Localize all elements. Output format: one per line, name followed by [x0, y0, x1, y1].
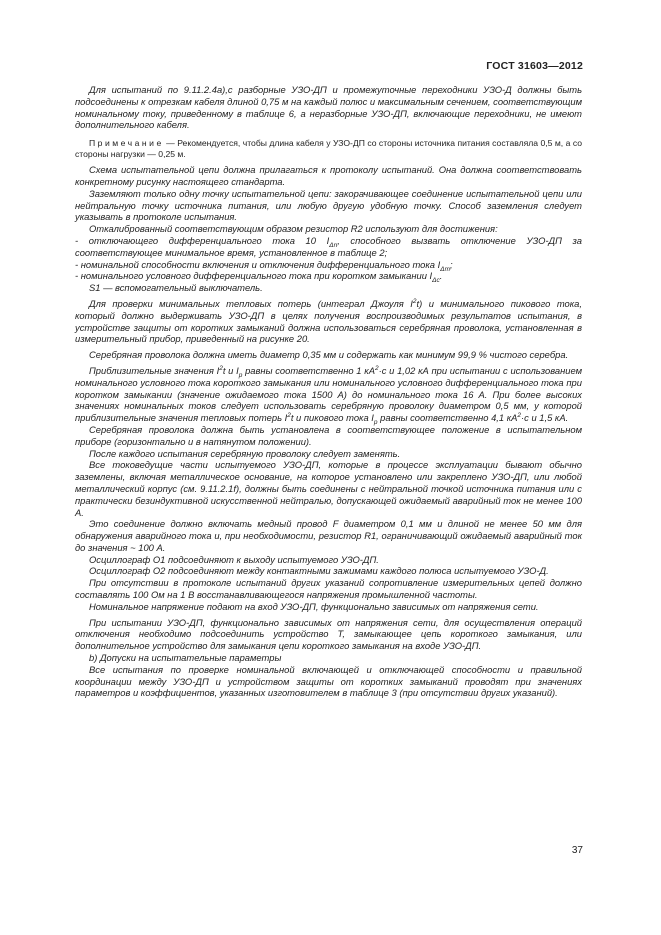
paragraph-tolerances: Все испытания по проверке номинальной включающей и отключающей способности и правильной координации между УЗО-ДП и устройством защиты от коротких замыканий проводят при значениях параметров и коэффициентов, указанных изготовителем в таблице 3 (при отсутствии других указаний).: [75, 663, 582, 699]
paragraph-resistor-r2: Откалиброванный соответствующим образом резистор R2 используют для достижения:: [89, 223, 498, 235]
paragraph-joule-integral: Для проверки минимальных тепловых потерь (интеграл Джоуля $I^2t$) и минимального пикового тока, который должно выдерживать УЗО-ДП в целях получения воспроизводимых результатов испытания, в устройстве защиты от коротких замыканий должна использоваться серебряная проволока, установленная в измерительный прибор, приведенный на рисунке 20.: [75, 297, 582, 345]
paragraph-silver-wire: Серебряная проволока должна иметь диаметр 0,35 мм и содержать как минимум 99,9 % чистого серебра.: [89, 349, 569, 361]
paragraph-copper-wire: Это соединение должно включать медный провод F диаметром 0,1 мм и длиной не менее 50 мм для обнаружения аварийного тока и, при необходимости, резистор R1, ограничивающий ожидаемый аварийный ток до значения ~ 100 А.: [75, 518, 582, 553]
paragraph-device-t: При испытании УЗО-ДП, функционально зависимых от напряжения сети, для осуществления операций отключения необходимо подсоединить устройство Т, замыкающее цепь короткого замыкания, или дополнительное устройство для замыкания цепи короткого замыкания на входе УЗО-ДП.: [75, 616, 582, 652]
paragraph-grounding: Заземляют только одну точку испытательной цепи: закорачивающее соединение испытательной цепи или нейтральную точку источника питания, или любую другую удобную точку. Способ заземления следует указывать в протоколе испытания.: [75, 187, 582, 223]
list-item: - отключающего дифференциального тока 10 $I_{\Delta n}$, способного вызвать отключение УЗО-ДП за соответствующее минимальное время, установленное в таблице 2;: [75, 234, 582, 258]
standard-header: ГОСТ 31603—2012: [486, 60, 583, 72]
document-body: [75, 84, 582, 699]
page-number: 37: [571, 845, 583, 856]
paragraph-live-parts: Все токоведущие части испытуемого УЗО-ДП, которые в процессе эксплуатации бывают обычно заземлены, включая металлическое основание, на которое установлено или закреплено УЗО-ДП, или любой металлический корпус (см. 9.11.2.1f), должны быть соединены с нейтральной точкой источника питания или с практически безиндуктивной искусственной нейтралью, допускающей ожидаемый аварийный ток не менее 100 А.: [75, 459, 582, 518]
list-item: - номинальной способности включения и отключения дифференциального тока $I_{\Delta m}$;: [75, 258, 453, 273]
paragraph-cable-lengths: Для испытаний по 9.11.2.4а),с разборные УЗО-ДП и промежуточные переходники УЗО-Д должны быть подсоединены к отрезкам кабеля длиной 0,75 м на каждый полюс и максимальным сечением, соответствующим номинальному току, приведенному в таблице 6, а неразборные УЗО-ДП, включающие переходники, не имеют дополнительного кабеля.: [75, 84, 582, 131]
note-paragraph: [75, 138, 582, 160]
paragraph-s1: S1 — вспомогательный выключатель.: [89, 282, 263, 294]
paragraph-measuring-circuits: При отсутствии в протоколе испытаний других указаний сопротивление измерительных цепей должно составлять 100 Ом на 1 В восстанавливающегося напряжения промышленной частоты.: [75, 577, 582, 601]
paragraph-approx-values: Приблизительные значения $I^2t$ и $I_p$ равны соответственно 1 $кА^2\cdot с$ и 1,02 кА при испытании с использованием номинального условного тока короткого замыкания или номинального условного дифференциального тока при коротком замыкании (значение ожидаемого тока 1500 А) до номинального тока 16 А. При более высоких значениях номинальных токов следует использовать серебряную проволоку диаметром 0,5 мм, у которой приблизительные значения тепловых потерь $I^2t$ и пикового тока $I_p$ равны соответственно 4,1 $кА^2\cdot с$ и 1,5 кА.: [75, 364, 583, 426]
paragraph-oscilloscope-1: Осциллограф О1 подсоединяют к выходу испытуемого УЗО-ДП.: [89, 553, 379, 565]
note-text: — Рекомендуется, чтобы длина кабеля у УЗО-ДП со стороны источника питания составляла 0,5 м, а со стороны нагрузки — 0,25 м.: [75, 138, 582, 160]
paragraph-wire-replace: После каждого испытания серебряную проволоку следует заменять.: [89, 447, 401, 459]
paragraph-tolerances-heading: b) Допуски на испытательные параметры: [89, 652, 282, 664]
paragraph-rated-voltage: Номинальное напряжение подают на вход УЗО-ДП, функционально зависимых от напряжения сети.: [89, 600, 539, 612]
note-label: Примечание: [89, 138, 164, 149]
paragraph-circuit-diagram: Схема испытательной цепи должна прилагаться к протоколу испытаний. Она должна соответствовать конкретному рисунку настоящего стандарта.: [75, 164, 582, 187]
paragraph-oscilloscope-2: Осциллограф О2 подсоединяют между контактными зажимами каждого полюса испытуемого УЗО-Д.: [89, 565, 549, 577]
paragraph-wire-position: Серебряная проволока должна быть установлена в соответствующее положение в испытательном приборе (горизонтально и в натянутом положении).: [75, 423, 582, 447]
list-item: - номинального условного дифференциального тока при коротком замыкании $I_{\Delta c}$.: [75, 270, 443, 285]
